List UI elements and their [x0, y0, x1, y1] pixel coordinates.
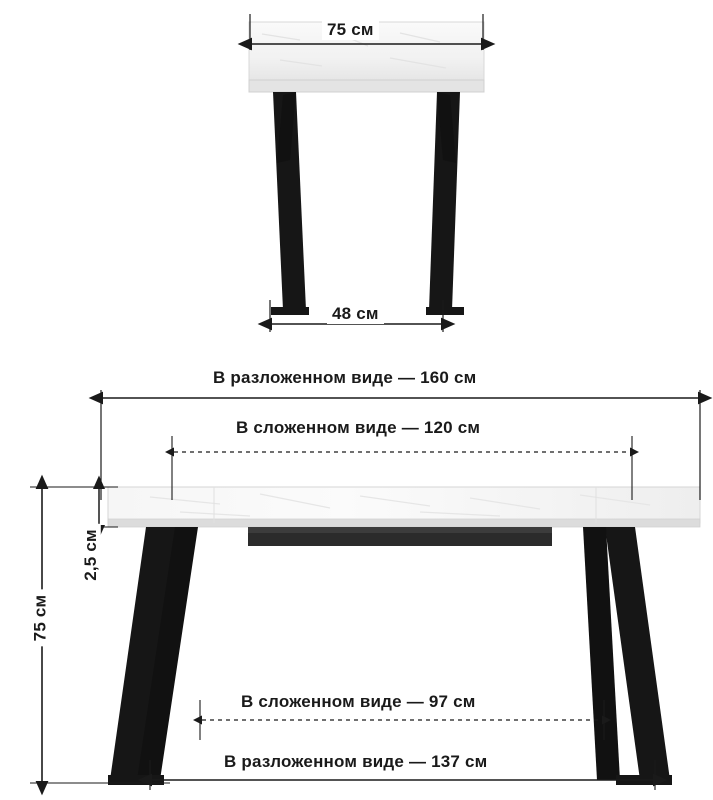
label-legs-span-top: 48 см	[327, 304, 384, 324]
label-width-folded: В сложенном виде — 120 см	[231, 418, 485, 438]
side-view-table	[249, 22, 484, 315]
label-width-unfolded: В разложенном виде — 160 см	[208, 368, 481, 388]
label-tabletop-thickness: 2,5 см	[81, 524, 101, 586]
label-total-height: 75 см	[30, 590, 50, 647]
label-tabletop-width: 75 см	[322, 20, 379, 40]
front-view-table	[108, 487, 700, 785]
label-legs-span-unfolded: В разложенном виде — 137 см	[219, 752, 492, 772]
dim-width-unfolded	[101, 390, 700, 500]
label-legs-span-folded: В сложенном виде — 97 см	[236, 692, 481, 712]
